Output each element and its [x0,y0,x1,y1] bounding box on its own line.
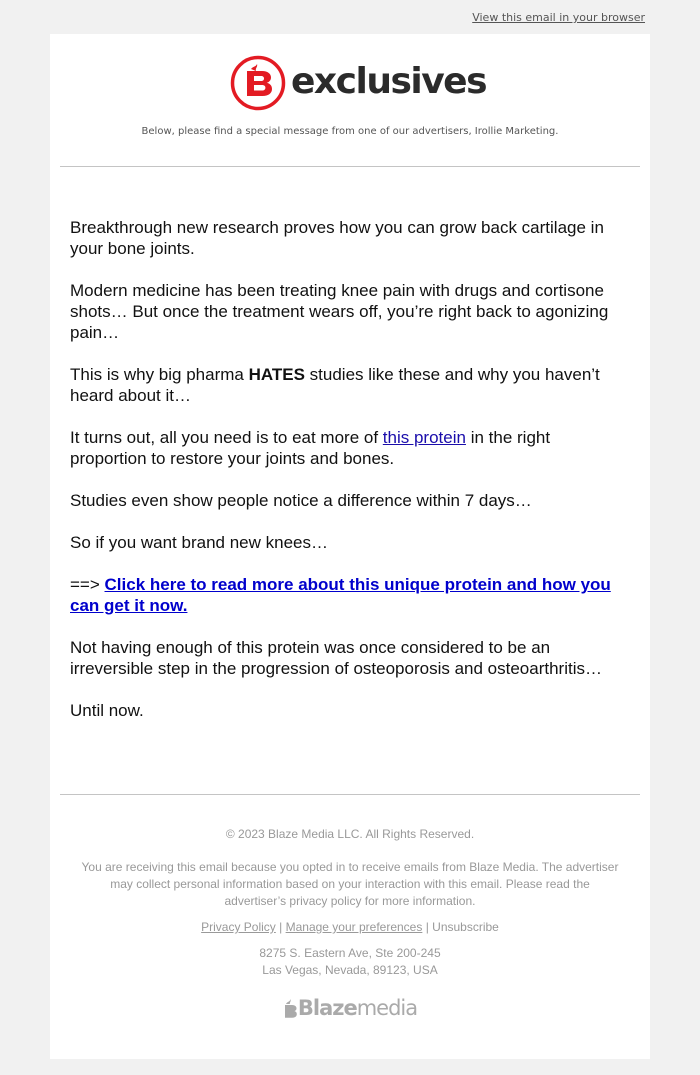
paragraph-7 [70,574,630,616]
paragraph-5: Studies even show people notice a difference within 7 days… [70,491,532,510]
address-line-2: Las Vegas, Nevada, 89123, USA [262,963,438,977]
message-body [70,217,630,742]
view-in-browser-link[interactable]: View this email in your browser [472,11,645,24]
unsubscribe-link[interactable]: Unsubscribe [432,920,499,934]
blaze-flame-icon [283,997,297,1019]
footer [50,826,650,1019]
paragraph-9: Until now. [70,701,144,720]
mailing-address [50,945,650,979]
address-line-1: 8275 S. Eastern Ave, Ste 200-245 [259,946,441,960]
paragraph-1: Breakthrough new research proves how you can grow back cartilage in your bone joints. [70,218,604,258]
paragraph-4-end: in the right proportion to restore your joints and bones. [70,428,551,468]
logo-part-blaze: Blaze [297,995,357,1020]
paragraph-3-start: This is why big pharma [70,365,249,384]
top-bar [0,0,700,34]
logo-text: exclusives [291,60,487,102]
separator-1: | [275,920,286,934]
paragraph-6: So if you want brand new knees… [70,533,328,552]
separator-2: | [422,920,433,934]
logo-part-media: media [356,995,418,1020]
disclaimer: You are receiving this email because you opted in to receive emails from Blaze Media. The advertiser may collect personal information based on your interaction with this email. Please read the advertiser’s privacy policy for more information. [81,860,619,908]
hates-emphasis: HATES [248,365,305,384]
footer-links [50,919,650,936]
manage-preferences-link[interactable]: Manage your preferences [285,920,423,934]
email-card [50,34,650,1059]
copyright: © 2023 Blaze Media LLC. All Rights Reserved. [225,827,475,841]
divider-top [60,166,640,167]
cta-link[interactable]: Click here to read more about this unique protein and how you can get it now. [70,575,611,615]
exclusives-logo [230,55,490,111]
paragraph-3-end: studies like these and why you haven’t heard about it… [70,365,600,405]
privacy-policy-link[interactable]: Privacy Policy [201,920,276,934]
advertiser-note: Below, please find a special message from one of our advertisers, Irollie Marketing. [141,126,559,137]
paragraph-8: Not having enough of this protein was once considered to be an irreversible step in the progression of osteoporosis and osteoarthritis… [70,638,602,678]
paragraph-4 [70,427,630,469]
blaze-media-logo [50,997,650,1019]
divider-bottom [60,794,640,795]
paragraph-3 [70,364,630,406]
paragraph-4-start: It turns out, all you need is to eat more of [70,428,383,447]
paragraph-2: Modern medicine has been treating knee pain with drugs and cortisone shots… But once the treatment wears off, you’re right back to agonizing pain… [70,281,609,342]
this-protein-link[interactable]: this protein [382,428,466,447]
cta-arrow: ==> [70,575,105,594]
blaze-b-icon [230,55,286,111]
